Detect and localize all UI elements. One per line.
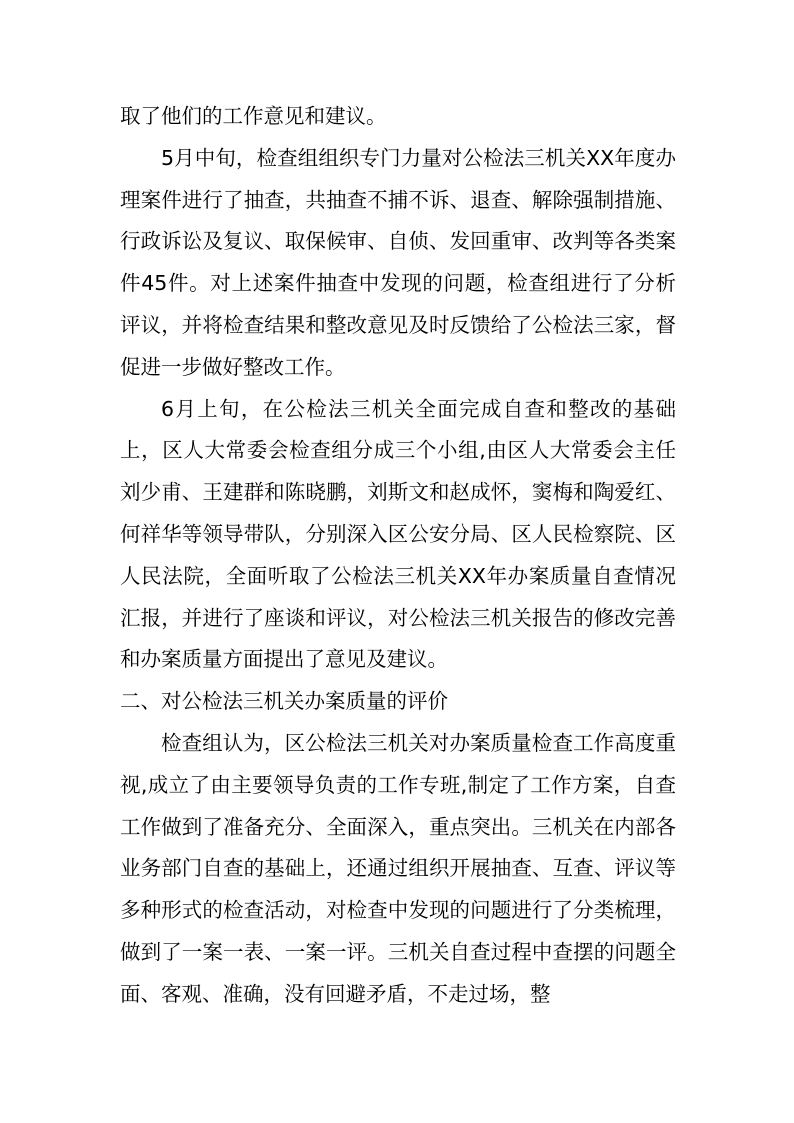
paragraph-continuation: 取了他们的工作意见和建议。 xyxy=(120,104,387,128)
paragraph-evaluation: 检查组认为，区公检法三机关对办案质量检查工作高度重视,成立了由主要领导负责的工作专班,制定了工作方案，自查工作做到了准备充分、全面深入，重点突出。三机关在内部各业务部门自查的基础上，还通过组织开展抽查、互查、评议等多种形式的检查活动，对检查中发现的问题进行了分类梳理，做到了一案一表、一案一评。三机关自查过程中查摆的问题全面、客观、准确，没有回避矛盾，不走过场，整 xyxy=(120,730,676,1006)
paragraph-june-inspection: 6月上旬，在公检法三机关全面完成自查和整改的基础上，区人大常委会检查组分成三个小组,由区人大常委会主任刘少甫、王建群和陈晓鹏，刘斯文和赵成怀，窦梅和陶爱红、何祥华等领导带队，分别深入区公安分局、区人民检察院、区人民法院，全面听取了公检法三机关XX年办案质量自查情况汇报，并进行了座谈和评议，对公检法三机关报告的修改完善和办案质量方面提出了意见及建议。 xyxy=(120,396,676,672)
document-body xyxy=(120,96,676,1016)
section-heading-evaluation: 二、对公检法三机关办案质量的评价 xyxy=(120,689,448,714)
paragraph-may-inspection: 5月中旬，检查组组织专门力量对公检法三机关XX年度办理案件进行了抽查，共抽查不捕不诉、退查、解除强制措施、行政诉讼及复议、取保候审、自侦、发回重审、改判等各类案件45件。对上述案件抽查中发现的问题，检查组进行了分析评议，并将检查结果和整改意见及时反馈给了公检法三家，督促进一步做好整改工作。 xyxy=(120,145,676,379)
